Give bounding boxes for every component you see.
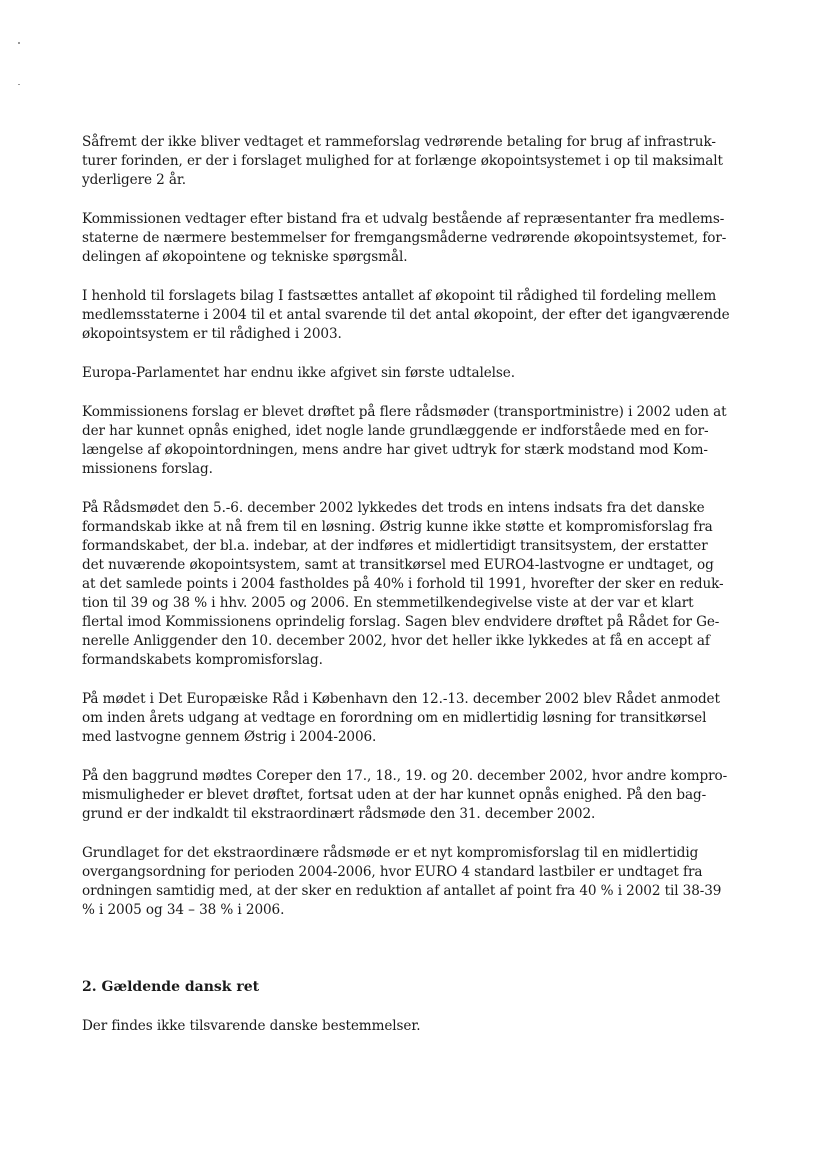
paragraph-infrastructure-charging: Såfremt der ikke bliver vedtaget et rammeforslag vedrørende betaling for brug af infrastruk- turer forinden, er der i forslaget mulighed for at forlænge økopointsystemet i op til maksimalt yderligere 2 år.	[82, 134, 723, 188]
paragraph-parliament-opinion: Europa-Parlamentet har endnu ikke afgivet sin første udtalelse.	[82, 365, 515, 381]
scan-speck	[18, 42, 20, 44]
paragraph-council-meeting-december: På Rådsmødet den 5.-6. december 2002 lykkedes det trods en intens indsats fra det danske formandskab ikke at nå frem til en løsning. Østrig kunne ikke støtte et kompromisforslag fra formandskabet, der bl.a. indebar, at der indføres et midlertidigt transitsystem, der erstatter det nuværende økopointsystem, samt at transitkørsel med EURO4-lastvogne er undtaget, og at det samlede points i 2004 fastholdes på 40% i forhold til 1991, hvorefter der sker en reduk- tion til 39 og 38 % i hhv. 2005 og 2006. En stemmetilkendegivelse viste at der var et klart flertal imod Kommissionens oprindelig forslag. Sagen blev endvidere drøftet på Rådet for Ge- nerelle Anliggender den 10. december 2002, hvor det heller ikke lykkedes at få en accept af formandskabets kompromisforslag.	[82, 500, 724, 668]
paragraph-annex-ecopoints: I henhold til forslagets bilag I fastsættes antallet af økopoint til rådighed til fordeling mellem medlemsstaterne i 2004 til et antal svarende til det antal økopoint, der efter det igangværende økopointsystem er til rådighed i 2003.	[82, 288, 730, 342]
paragraph-coreper-meetings: På den baggrund mødtes Coreper den 17., 18., 19. og 20. december 2002, hvor andre kompro- mismuligheder er blevet drøftet, fortsat uden at der har kunnet opnås enighed. På den bag- grund er der indkaldt til ekstraordinært rådsmøde den 31. december 2002.	[82, 768, 728, 822]
paragraph-european-council-copenhagen: På mødet i Det Europæiske Råd i København den 12.-13. december 2002 blev Rådet anmodet om inden årets udgang at vedtage en forordning om en midlertidig løsning for transitkørsel med lastvogne gennem Østrig i 2004-2006.	[82, 691, 720, 745]
paragraph-danish-law: Der findes ikke tilsvarende danske bestemmelser.	[82, 1018, 421, 1034]
section-heading-danish-law: 2. Gældende dansk ret	[82, 979, 260, 995]
paragraph-committee-procedure: Kommissionen vedtager efter bistand fra et udvalg bestående af repræsentanter fra medlems- staterne de nærmere bestemmelser for fremgangsmåderne vedrørende økopointsystemet, for- delingen af økopointene og tekniske spørgsmål.	[82, 211, 727, 265]
document-body	[82, 133, 752, 1036]
paragraph-council-discussions: Kommissionens forslag er blevet drøftet på flere rådsmøder (transportministre) i 2002 uden at der har kunnet opnås enighed, idet nogle lande grundlæggende er indforståede med en for- længelse af økopointordningen, mens andre har givet udtryk for stærk modstand mod Kom- missionens forslag.	[82, 404, 727, 477]
paragraph-compromise-basis: Grundlaget for det ekstraordinære rådsmøde er et nyt kompromisforslag til en midlertidig overgangsordning for perioden 2004-2006, hvor EURO 4 standard lastbiler er undtaget fra ordningen samtidig med, at der sker en reduktion af antallet af point fra 40 % i 2002 til 38-39 % i 2005 og 34 – 38 % i 2006.	[82, 845, 722, 918]
scan-speck	[18, 84, 20, 85]
